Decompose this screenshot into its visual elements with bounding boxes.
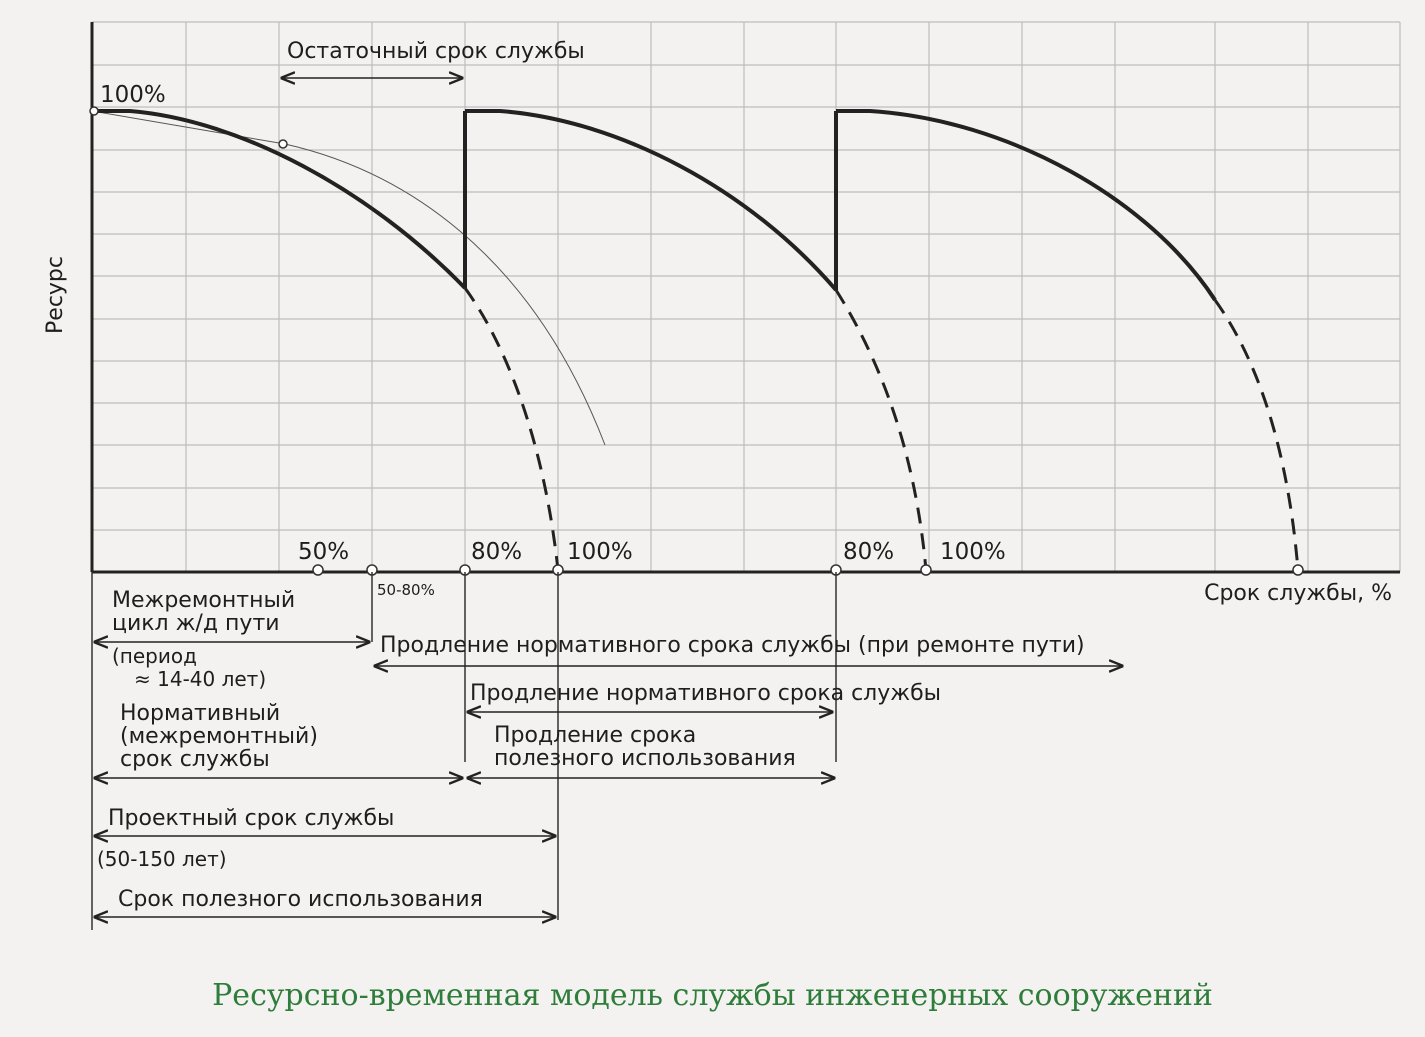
dashed-decline-1: [465, 288, 558, 570]
label-80-a: 80%: [471, 539, 523, 565]
normative-label-2: (межремонтный): [120, 724, 318, 749]
period-label-1: (период: [112, 644, 197, 668]
dashed-decline-2: [836, 290, 926, 570]
label-50: 50%: [298, 539, 350, 565]
point-100-b: [921, 565, 931, 575]
point-curve: [279, 140, 287, 148]
point-start: [90, 107, 98, 115]
useful-label: Срок полезного использования: [118, 887, 483, 912]
x-axis-label: Срок службы, %: [1204, 581, 1392, 606]
ext-useful-label-2: полезного использования: [494, 746, 796, 771]
y-axis-label: Ресурс: [43, 256, 68, 334]
figure-caption: Ресурсно-временная модель службы инженерных сооружений: [212, 978, 1213, 1013]
point-end: [1293, 565, 1303, 575]
residual-label: Остаточный срок службы: [287, 39, 585, 64]
point-50: [313, 565, 323, 575]
normative-label-1: Нормативный: [120, 701, 281, 726]
label-100-b: 100%: [940, 539, 1006, 565]
label-100-a: 100%: [567, 539, 633, 565]
interrepair-label-1: Межремонтный: [112, 588, 296, 613]
label-80-b: 80%: [843, 539, 895, 565]
ext-repair-label: Продление нормативного срока службы (при ремонте пути): [380, 633, 1085, 658]
interrepair-label-2: цикл ж/д пути: [112, 611, 280, 636]
label-100-start: 100%: [100, 82, 166, 108]
ext-norm-label: Продление нормативного срока службы: [470, 681, 942, 706]
design-label: Проектный срок службы: [108, 806, 395, 831]
label-50-80: 50-80%: [377, 581, 435, 599]
original-degradation-curve: [92, 111, 605, 445]
normative-label-3: срок службы: [120, 747, 270, 772]
resource-curve-3: [836, 111, 1215, 300]
grid: [92, 22, 1400, 572]
period-label-2: ≈ 14-40 лет): [134, 667, 267, 691]
ext-useful-label-1: Продление срока: [494, 723, 697, 748]
design-years-label: (50-150 лет): [97, 847, 227, 871]
